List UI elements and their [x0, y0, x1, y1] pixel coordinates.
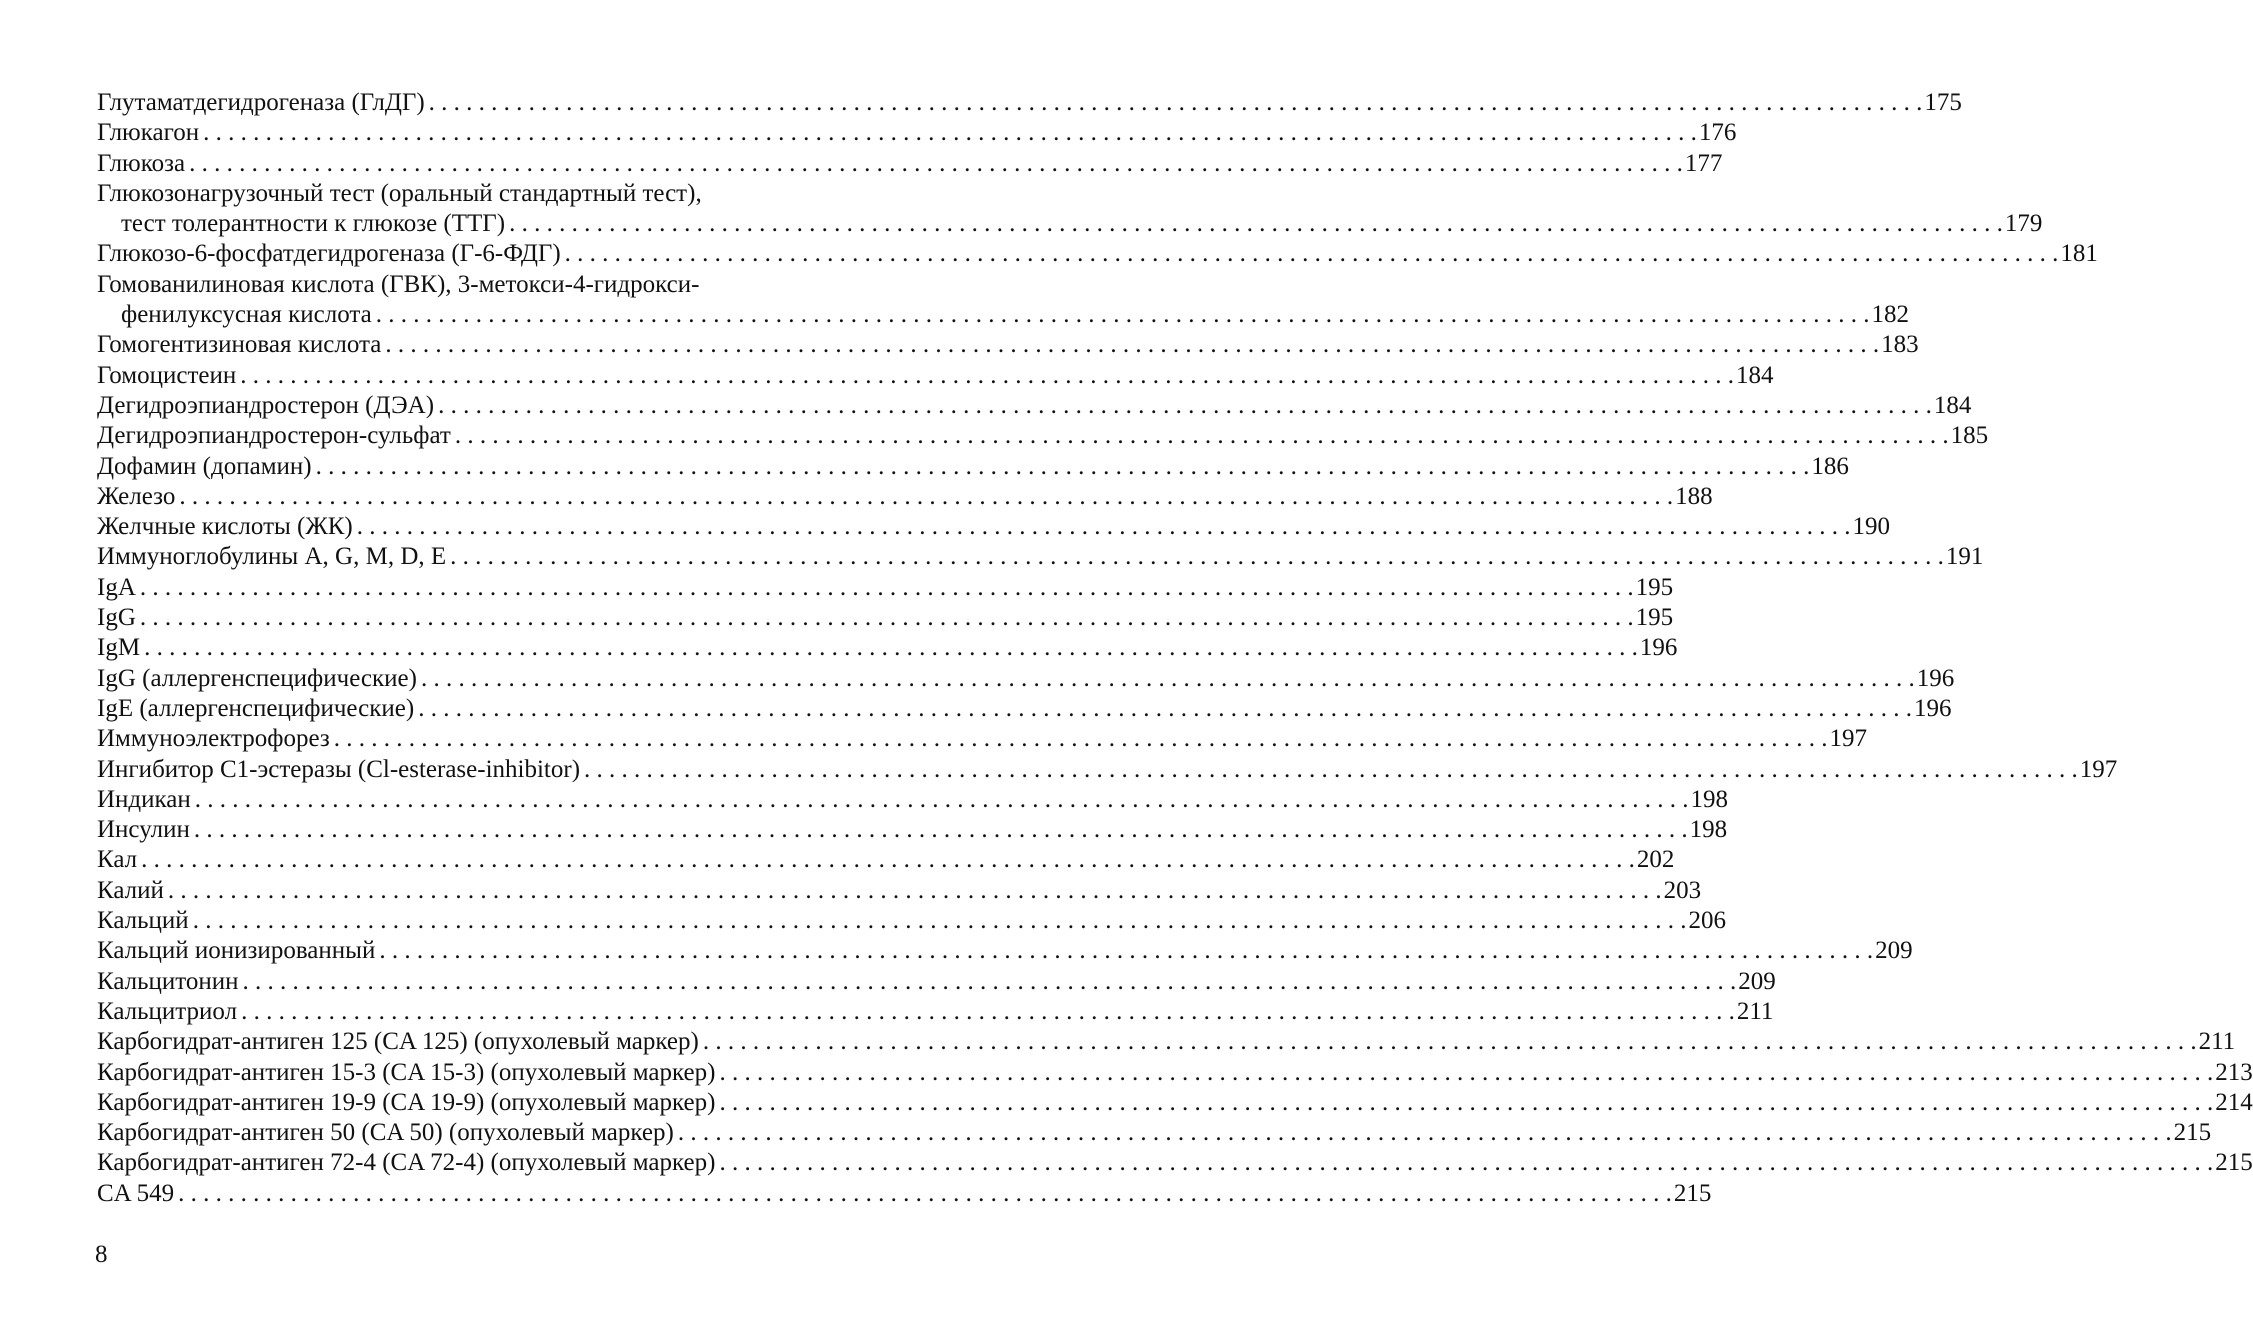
toc-entry-page: 196 — [1639, 634, 1678, 662]
leader-dots: . . . . . . . . . . . . . . . . . . . . . . . . . . . . . . . . . . . . . . . . . . . . . . . . . . . . . . . . . . . . . . . . . . . . . . . . . . . . . . . . . . . . . . . . . . . . . . . . . . . . . . . . . . . . . . . . . . . . . . . . — [454, 422, 1949, 450]
toc-entry-title: Кальций — [97, 907, 189, 935]
leader-dots: . . . . . . . . . . . . . . . . . . . . . . . . . . . . . . . . . . . . . . . . . . . . . . . . . . . . . . . . . . . . . . . . . . . . . . . . . . . . . . . . . . . . . . . . . . . . . . . . . . . . . . . . . . . . . . . . . . . . . . . . — [141, 846, 1635, 874]
leader-dots: . . . . . . . . . . . . . . . . . . . . . . . . . . . . . . . . . . . . . . . . . . . . . . . . . . . . . . . . . . . . . . . . . . . . . . . . . . . . . . . . . . . . . . . . . . . . . . . . . . . . . . . . . . . . . . . . . . . . . . . . — [315, 452, 1810, 480]
toc-entry — [97, 512, 1891, 542]
toc-entry — [97, 755, 2118, 785]
toc-entry-page: 179 — [2004, 210, 2043, 238]
toc-entry-first-line: Глюкозонагрузочный тест (оральный стандартный тест), — [97, 179, 702, 207]
leader-dots: . . . . . . . . . . . . . . . . . . . . . . . . . . . . . . . . . . . . . . . . . . . . . . . . . . . . . . . . . . . . . . . . . . . . . . . . . . . . . . . . . . . . . . . . . . . . . . . . . . . . . . . . . . . . . . . . . . . . . . . . — [438, 391, 1932, 419]
toc-entry — [97, 936, 1913, 966]
leader-dots: . . . . . . . . . . . . . . . . . . . . . . . . . . . . . . . . . . . . . . . . . . . . . . . . . . . . . . . . . . . . . . . . . . . . . . . . . . . . . . . . . . . . . . . . . . . . . . . . . . . . . . . . . . . . . . . . . . . . . . . . — [584, 755, 2078, 783]
toc-entry-page: 198 — [1690, 785, 1729, 813]
toc-entry-title: Карбогидрат-антиген 125 (CA 125) (опухолевый маркер) — [97, 1028, 699, 1056]
toc-entry — [97, 482, 1713, 512]
toc-entry-page: 209 — [1875, 937, 1913, 965]
leader-dots: . . . . . . . . . . . . . . . . . . . . . . . . . . . . . . . . . . . . . . . . . . . . . . . . . . . . . . . . . . . . . . . . . . . . . . . . . . . . . . . . . . . . . . . . . . . . . . . . . . . . . . . . . . . . . . . . . . . . . . . . — [420, 664, 1915, 692]
leader-dots: . . . . . . . . . . . . . . . . . . . . . . . . . . . . . . . . . . . . . . . . . . . . . . . . . . . . . . . . . . . . . . . . . . . . . . . . . . . . . . . . . . . . . . . . . . . . . . . . . . . . . . . . . . . . . . . . . . . . . . . . — [333, 725, 1828, 753]
toc-entry-page: 206 — [1688, 907, 1726, 935]
toc-entry-page: 190 — [1852, 513, 1891, 541]
toc-entry-title: Карбогидрат-антиген 50 (CA 50) (опухолевый маркер) — [97, 1119, 674, 1147]
leader-dots: . . . . . . . . . . . . . . . . . . . . . . . . . . . . . . . . . . . . . . . . . . . . . . . . . . . . . . . . . . . . . . . . . . . . . . . . . . . . . . . . . . . . . . . . . . . . . . . . . . . . . . . . . . . . . . . . . . . . . . . . — [139, 573, 1634, 601]
toc-entry-title: Гомоцистеин — [97, 361, 237, 389]
leader-dots: . . . . . . . . . . . . . . . . . . . . . . . . . . . . . . . . . . . . . . . . . . . . . . . . . . . . . . . . . . . . . . . . . . . . . . . . . . . . . . . . . . . . . . . . . . . . . . . . . . . . . . . . . . . . . . . . . . . . . . . . — [375, 301, 1870, 329]
toc-entry-title: IgG — [97, 604, 136, 632]
toc-entry — [97, 906, 1726, 936]
toc-entry-title: IgE (аллергенспецифические) — [97, 694, 415, 722]
toc-entry-title: Глюкоза — [97, 149, 186, 177]
toc-entry — [97, 361, 1774, 391]
toc-entry-page: 195 — [1635, 604, 1674, 632]
toc-entry — [97, 785, 1729, 815]
toc-entry-title: Карбогидрат-антиген 72-4 (CA 72-4) (опухолевый маркер) — [97, 1149, 716, 1177]
toc-entry — [97, 573, 1674, 603]
toc-entry-title: Кал — [97, 846, 138, 874]
toc-entry — [97, 694, 1952, 724]
toc-entry-page: 176 — [1698, 119, 1737, 147]
toc-entry — [97, 1179, 1712, 1209]
toc-entry-title: Железо — [97, 482, 176, 510]
toc-entry-page: 197 — [2079, 755, 2118, 783]
page-number: 8 — [95, 1241, 108, 1268]
toc-entry — [97, 452, 1849, 482]
toc-entry — [97, 391, 1972, 421]
toc-entry — [97, 1088, 2253, 1118]
toc-entry-first-line: Гомованилиновая кислота (ГВК), 3-метокси-4-гидрокси- — [97, 270, 700, 298]
toc-entry — [97, 1027, 2236, 1057]
leader-dots: . . . . . . . . . . . . . . . . . . . . . . . . . . . . . . . . . . . . . . . . . . . . . . . . . . . . . . . . . . . . . . . . . . . . . . . . . . . . . . . . . . . . . . . . . . . . . . . . . . . . . . . . . . . . . . . . . . . . . . . . — [139, 604, 1634, 632]
toc-entry — [97, 118, 1737, 148]
toc-entry — [97, 876, 1702, 906]
leader-dots: . . . . . . . . . . . . . . . . . . . . . . . . . . . . . . . . . . . . . . . . . . . . . . . . . . . . . . . . . . . . . . . . . . . . . . . . . . . . . . . . . . . . . . . . . . . . . . . . . . . . . . . . . . . . . . . . . . . . . . . . — [167, 876, 1662, 904]
toc-entry — [97, 633, 1678, 663]
toc-entry-title: Индикан — [97, 785, 191, 813]
toc-entry — [97, 330, 1919, 360]
table-of-contents — [97, 88, 2253, 1209]
leader-dots: . . . . . . . . . . . . . . . . . . . . . . . . . . . . . . . . . . . . . . . . . . . . . . . . . . . . . . . . . . . . . . . . . . . . . . . . . . . . . . . . . . . . . . . . . . . . . . . . . . . . . . . . . . . . . . . . . . . . . . . . — [356, 513, 1851, 541]
leader-dots: . . . . . . . . . . . . . . . . . . . . . . . . . . . . . . . . . . . . . . . . . . . . . . . . . . . . . . . . . . . . . . . . . . . . . . . . . . . . . . . . . . . . . . . . . . . . . . . . . . . . . . . . . . . . . . . . . . . . . . . . — [719, 1149, 2214, 1177]
toc-entry-page: 197 — [1829, 725, 1868, 753]
toc-entry-page: 181 — [2060, 240, 2098, 268]
toc-entry — [97, 239, 2098, 269]
toc-entry — [97, 1148, 2253, 1178]
toc-entry-page: 183 — [1881, 331, 1919, 359]
toc-entry — [97, 149, 1723, 179]
toc-entry — [97, 542, 1984, 572]
toc-entry — [97, 421, 1989, 451]
toc-entry-title: Иммуноэлектрофорез — [97, 725, 330, 753]
toc-entry-title: IgM — [97, 634, 141, 662]
toc-entry-page: 202 — [1636, 846, 1675, 874]
toc-entry-page: 177 — [1684, 149, 1723, 177]
toc-entry-page: 211 — [2198, 1028, 2236, 1056]
toc-entry — [97, 724, 1868, 754]
toc-entry — [97, 997, 1774, 1027]
toc-entry-title: Кальцитонин — [97, 967, 239, 995]
toc-entry — [97, 664, 1955, 694]
leader-dots: . . . . . . . . . . . . . . . . . . . . . . . . . . . . . . . . . . . . . . . . . . . . . . . . . . . . . . . . . . . . . . . . . . . . . . . . . . . . . . . . . . . . . . . . . . . . . . . . . . . . . . . . . . . . . . . . . . . . . . . . — [178, 1179, 1672, 1207]
toc-entry-page: 186 — [1811, 452, 1849, 480]
toc-entry-page: 184 — [1735, 361, 1774, 389]
leader-dots: . . . . . . . . . . . . . . . . . . . . . . . . . . . . . . . . . . . . . . . . . . . . . . . . . . . . . . . . . . . . . . . . . . . . . . . . . . . . . . . . . . . . . . . . . . . . . . . . . . . . . . . . . . . . . . . . . . . . . . . . — [719, 1088, 2214, 1116]
leader-dots: . . . . . . . . . . . . . . . . . . . . . . . . . . . . . . . . . . . . . . . . . . . . . . . . . . . . . . . . . . . . . . . . . . . . . . . . . . . . . . . . . . . . . . . . . . . . . . . . . . . . . . . . . . . . . . . . . . . . . . . . — [189, 149, 1683, 177]
toc-entry-title: Дегидроэпиандростерон-сульфат — [97, 422, 451, 450]
leader-dots: . . . . . . . . . . . . . . . . . . . . . . . . . . . . . . . . . . . . . . . . . . . . . . . . . . . . . . . . . . . . . . . . . . . . . . . . . . . . . . . . . . . . . . . . . . . . . . . . . . . . . . . . . . . . . . . . . . . . . . . . — [144, 634, 1638, 662]
leader-dots: . . . . . . . . . . . . . . . . . . . . . . . . . . . . . . . . . . . . . . . . . . . . . . . . . . . . . . . . . . . . . . . . . . . . . . . . . . . . . . . . . . . . . . . . . . . . . . . . . . . . . . . . . . . . . . . . . . . . . . . . — [418, 694, 1912, 722]
toc-entry-page: 182 — [1871, 301, 1909, 329]
toc-entry-page: 196 — [1916, 664, 1955, 692]
leader-dots: . . . . . . . . . . . . . . . . . . . . . . . . . . . . . . . . . . . . . . . . . . . . . . . . . . . . . . . . . . . . . . . . . . . . . . . . . . . . . . . . . . . . . . . . . . . . . . . . . . . . . . . . . . . . . . . . . . . . . . . . — [450, 543, 1944, 571]
toc-entry-title: Инсулин — [97, 816, 190, 844]
toc-entry-title: Карбогидрат-антиген 15-3 (CA 15-3) (опухолевый маркер) — [97, 1058, 716, 1086]
leader-dots: . . . . . . . . . . . . . . . . . . . . . . . . . . . . . . . . . . . . . . . . . . . . . . . . . . . . . . . . . . . . . . . . . . . . . . . . . . . . . . . . . . . . . . . . . . . . . . . . . . . . . . . . . . . . . . . . . . . . . . . . — [192, 907, 1687, 935]
leader-dots: . . . . . . . . . . . . . . . . . . . . . . . . . . . . . . . . . . . . . . . . . . . . . . . . . . . . . . . . . . . . . . . . . . . . . . . . . . . . . . . . . . . . . . . . . . . . . . . . . . . . . . . . . . . . . . . . . . . . . . . . — [241, 997, 1735, 1025]
toc-entry-title: Кальцитриол — [97, 997, 238, 1025]
toc-entry — [97, 967, 1776, 997]
leader-dots: . . . . . . . . . . . . . . . . . . . . . . . . . . . . . . . . . . . . . . . . . . . . . . . . . . . . . . . . . . . . . . . . . . . . . . . . . . . . . . . . . . . . . . . . . . . . . . . . . . . . . . . . . . . . . . . . . . . . . . . . — [193, 816, 1688, 844]
leader-dots: . . . . . . . . . . . . . . . . . . . . . . . . . . . . . . . . . . . . . . . . . . . . . . . . . . . . . . . . . . . . . . . . . . . . . . . . . . . . . . . . . . . . . . . . . . . . . . . . . . . . . . . . . . . . . . . . . . . . . . . . — [194, 785, 1689, 813]
leader-dots: . . . . . . . . . . . . . . . . . . . . . . . . . . . . . . . . . . . . . . . . . . . . . . . . . . . . . . . . . . . . . . . . . . . . . . . . . . . . . . . . . . . . . . . . . . . . . . . . . . . . . . . . . . . . . . . . . . . . . . . . — [179, 482, 1674, 510]
leader-dots: . . . . . . . . . . . . . . . . . . . . . . . . . . . . . . . . . . . . . . . . . . . . . . . . . . . . . . . . . . . . . . . . . . . . . . . . . . . . . . . . . . . . . . . . . . . . . . . . . . . . . . . . . . . . . . . . . . . . . . . . — [509, 210, 2003, 238]
leader-dots: . . . . . . . . . . . . . . . . . . . . . . . . . . . . . . . . . . . . . . . . . . . . . . . . . . . . . . . . . . . . . . . . . . . . . . . . . . . . . . . . . . . . . . . . . . . . . . . . . . . . . . . . . . . . . . . . . . . . . . . . — [677, 1119, 2172, 1147]
toc-entry — [97, 300, 1909, 330]
toc-entry-title: фенилуксусная кислота — [121, 301, 372, 329]
toc-entry-page: 213 — [2215, 1058, 2253, 1086]
toc-entry-page: 215 — [2173, 1119, 2212, 1147]
leader-dots: . . . . . . . . . . . . . . . . . . . . . . . . . . . . . . . . . . . . . . . . . . . . . . . . . . . . . . . . . . . . . . . . . . . . . . . . . . . . . . . . . . . . . . . . . . . . . . . . . . . . . . . . . . . . . . . . . . . . . . . . — [719, 1058, 2214, 1086]
toc-entry-page: 196 — [1913, 694, 1952, 722]
toc-entry-title: Желчные кислоты (ЖК) — [97, 513, 353, 541]
leader-dots: . . . . . . . . . . . . . . . . . . . . . . . . . . . . . . . . . . . . . . . . . . . . . . . . . . . . . . . . . . . . . . . . . . . . . . . . . . . . . . . . . . . . . . . . . . . . . . . . . . . . . . . . . . . . . . . . . . . . . . . . — [379, 937, 1874, 965]
toc-entry-title: IgG (аллергенспецифические) — [97, 664, 417, 692]
toc-entry-page: 215 — [2215, 1149, 2253, 1177]
leader-dots: . . . . . . . . . . . . . . . . . . . . . . . . . . . . . . . . . . . . . . . . . . . . . . . . . . . . . . . . . . . . . . . . . . . . . . . . . . . . . . . . . . . . . . . . . . . . . . . . . . . . . . . . . . . . . . . . . . . . . . . . — [203, 119, 1697, 147]
toc-entry-title: CA 549 — [97, 1179, 175, 1207]
toc-entry-title: тест толерантности к глюкозе (ТТГ) — [121, 210, 506, 238]
toc-entry-page: 214 — [2215, 1088, 2253, 1116]
toc-entry-page: 184 — [1933, 391, 1972, 419]
toc-entry — [97, 603, 1674, 633]
toc-entry-page: 175 — [1924, 89, 1962, 116]
leader-dots: . . . . . . . . . . . . . . . . . . . . . . . . . . . . . . . . . . . . . . . . . . . . . . . . . . . . . . . . . . . . . . . . . . . . . . . . . . . . . . . . . . . . . . . . . . . . . . . . . . . . . . . . . . . . . . . . . . . . . . . . — [564, 240, 2059, 268]
toc-entry-title: Гомогентизиновая кислота — [97, 331, 382, 359]
toc-entry-title: IgA — [97, 573, 136, 601]
toc-entry-title: Дегидроэпиандростерон (ДЭА) — [97, 391, 435, 419]
leader-dots: . . . . . . . . . . . . . . . . . . . . . . . . . . . . . . . . . . . . . . . . . . . . . . . . . . . . . . . . . . . . . . . . . . . . . . . . . . . . . . . . . . . . . . . . . . . . . . . . . . . . . . . . . . . . . . . . . . . . . . . . — [242, 967, 1737, 995]
toc-entry-title: Кальций ионизированный — [97, 937, 376, 965]
toc-entry-page: 188 — [1675, 482, 1713, 510]
leader-dots: . . . . . . . . . . . . . . . . . . . . . . . . . . . . . . . . . . . . . . . . . . . . . . . . . . . . . . . . . . . . . . . . . . . . . . . . . . . . . . . . . . . . . . . . . . . . . . . . . . . . . . . . . . . . . . . . . . . . . . . . — [702, 1028, 2197, 1056]
toc-entry — [97, 815, 1728, 845]
toc-entry-title: Глутаматдегидрогеназа (ГлДГ) — [97, 89, 425, 116]
toc-entry-title: Глюкозо-6-фосфатдегидрогеназа (Г-6-ФДГ) — [97, 240, 561, 268]
toc-entry — [97, 209, 2043, 239]
toc-entry-page: 203 — [1663, 876, 1702, 904]
toc-entry-title: Карбогидрат-антиген 19-9 (CA 19-9) (опухолевый маркер) — [97, 1088, 716, 1116]
toc-entry-page: 209 — [1738, 967, 1776, 995]
toc-entry-title: Калий — [97, 876, 164, 904]
toc-entry-page: 195 — [1635, 573, 1674, 601]
toc-entry-page: 211 — [1736, 997, 1774, 1025]
toc-entry-page: 198 — [1689, 816, 1728, 844]
toc-entry-page: 185 — [1950, 422, 1989, 450]
toc-entry — [97, 1118, 2212, 1148]
leader-dots: . . . . . . . . . . . . . . . . . . . . . . . . . . . . . . . . . . . . . . . . . . . . . . . . . . . . . . . . . . . . . . . . . . . . . . . . . . . . . . . . . . . . . . . . . . . . . . . . . . . . . . . . . . . . . . . . . . . . . . . . — [385, 331, 1880, 359]
toc-entry — [97, 1058, 2253, 1088]
toc-entry-title: Иммуноглобулины A, G, M, D, E — [97, 543, 447, 571]
toc-entry — [97, 845, 1675, 875]
toc-entry-title: Глюкагон — [97, 119, 200, 147]
toc-entry-title: Ингибитор C1-эстеразы (Cl-esterase-inhibitor) — [97, 755, 581, 783]
toc-entry-page: 215 — [1673, 1179, 1712, 1207]
leader-dots: . . . . . . . . . . . . . . . . . . . . . . . . . . . . . . . . . . . . . . . . . . . . . . . . . . . . . . . . . . . . . . . . . . . . . . . . . . . . . . . . . . . . . . . . . . . . . . . . . . . . . . . . . . . . . . . . . . . . . . . . — [428, 89, 1923, 116]
toc-entry-title: Дофамин (допамин) — [97, 452, 312, 480]
leader-dots: . . . . . . . . . . . . . . . . . . . . . . . . . . . . . . . . . . . . . . . . . . . . . . . . . . . . . . . . . . . . . . . . . . . . . . . . . . . . . . . . . . . . . . . . . . . . . . . . . . . . . . . . . . . . . . . . . . . . . . . . — [240, 361, 1734, 389]
toc-entry — [97, 88, 1962, 118]
toc-entry-page: 191 — [1945, 543, 1984, 571]
